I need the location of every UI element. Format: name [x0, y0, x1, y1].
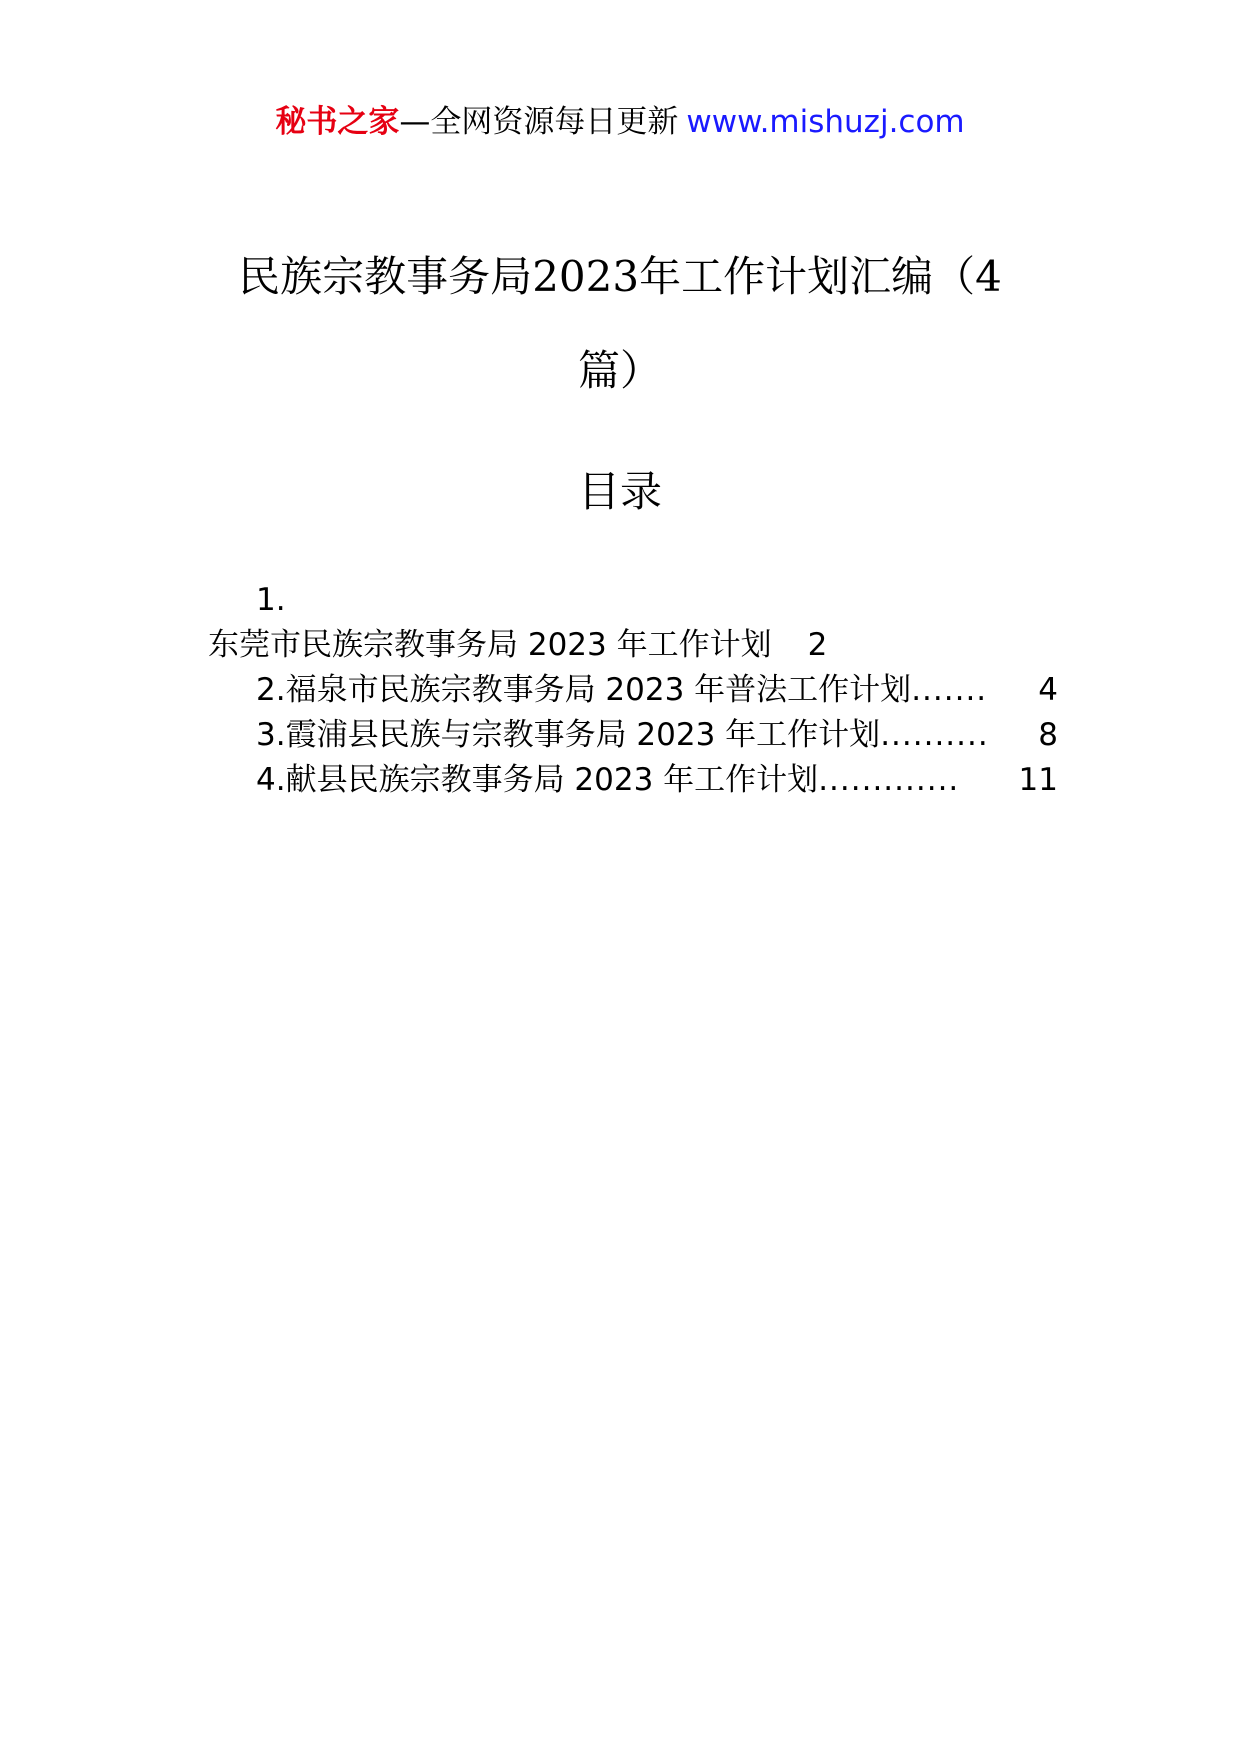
title-part-1: 民族宗教事务局	[238, 252, 533, 301]
toc-entry-page: 2	[807, 627, 828, 663]
toc-entry-number: 1.	[256, 582, 286, 618]
title-part-2: 年工作计划汇编（	[639, 252, 976, 301]
toc-entry-3[interactable]	[208, 713, 1058, 758]
toc-entry-1-number-line[interactable]	[208, 578, 1058, 623]
toc-entry-title: 献县民族宗教事务局 2023 年工作计划	[285, 762, 819, 798]
site-url-link[interactable]: www.mishuzj.com	[686, 104, 965, 140]
table-of-contents	[208, 578, 1058, 803]
toc-entry-page: 4	[1038, 672, 1058, 708]
toc-entry-leader: .......	[911, 672, 988, 708]
toc-entry-leader: ..........	[880, 717, 989, 753]
toc-entry-4[interactable]	[208, 758, 1058, 803]
toc-heading: 目录	[577, 467, 662, 516]
toc-entry-number: 4.	[256, 762, 286, 798]
site-brand: 秘书之家	[275, 104, 400, 140]
toc-entry-leader: .............	[818, 762, 960, 798]
toc-entry-page: 8	[1038, 717, 1058, 753]
toc-entry-title: 霞浦县民族与宗教事务局 2023 年工作计划	[285, 717, 881, 753]
title-year: 2023	[532, 252, 640, 301]
toc-entry-1[interactable]	[208, 623, 1058, 668]
title-part-3: 篇）	[577, 346, 662, 395]
title-count: 4	[975, 252, 1002, 301]
toc-entry-title: 东莞市民族宗教事务局 2023 年工作计划	[208, 627, 772, 663]
document-title	[200, 230, 1040, 418]
toc-entry-title: 福泉市民族宗教事务局 2023 年普法工作计划	[285, 672, 912, 708]
toc-entry-page: 11	[1018, 762, 1058, 798]
toc-entry-number: 3.	[256, 717, 286, 753]
toc-entry-number: 2.	[256, 672, 286, 708]
toc-entry-2[interactable]	[208, 668, 1058, 713]
site-slogan: —全网资源每日更新	[399, 104, 679, 140]
site-header	[0, 100, 1240, 144]
